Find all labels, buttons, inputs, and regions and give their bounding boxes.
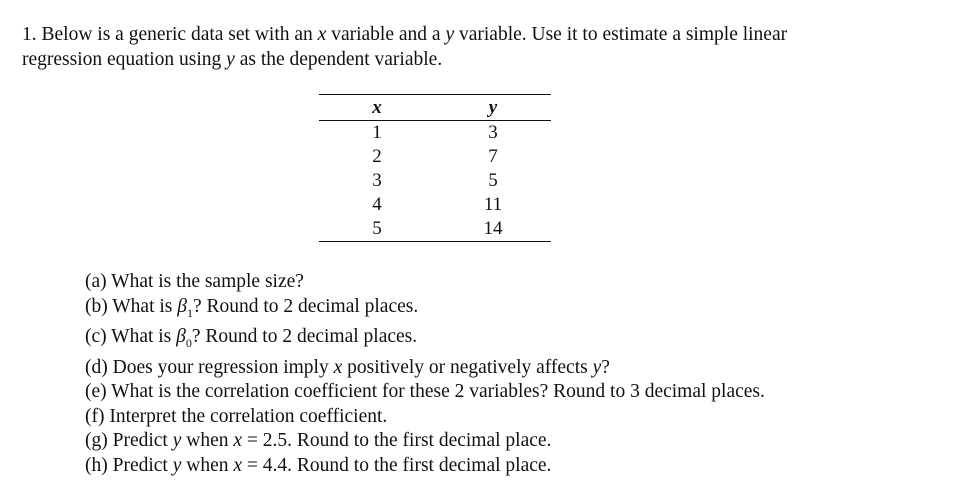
question-g: [85, 429, 945, 454]
text-segment: ? Round to 2 decimal places.: [192, 295, 419, 317]
data-table: [319, 94, 551, 242]
text-segment: variable and a: [326, 24, 446, 45]
variable-x: x: [317, 24, 327, 45]
subscript: 1: [186, 305, 193, 320]
text-segment: 1. Below is a generic data set with an: [22, 24, 318, 45]
question-d: [85, 356, 945, 381]
table-row: [319, 145, 551, 169]
cell-y: 5: [488, 170, 498, 191]
table-row: [319, 217, 551, 242]
problem-statement-line-1: [22, 22, 922, 47]
question-f: (f) Interpret the correlation coefficient.: [85, 405, 388, 427]
variable-x: x: [233, 430, 243, 452]
question-h: [85, 454, 945, 479]
symbol: β: [176, 326, 186, 348]
variable-y: y: [226, 49, 235, 70]
table-row: [319, 121, 551, 146]
column-header-x: x: [372, 97, 382, 118]
cell-y: 14: [483, 218, 503, 239]
text-segment: as the dependent variable.: [234, 49, 443, 70]
text-segment: when: [181, 430, 234, 452]
cell-y: 11: [483, 194, 503, 215]
question-b: [85, 295, 945, 325]
text-segment: (b) What is: [85, 295, 178, 317]
question-c: [85, 325, 945, 355]
text-segment: (g) Predict: [85, 430, 173, 452]
table-row: [319, 169, 551, 193]
column-header-y: y: [488, 97, 498, 118]
text-segment: (h) Predict: [85, 454, 173, 476]
text-segment: ? Round to 2 decimal places.: [191, 326, 418, 348]
text-segment: (c) What is: [85, 326, 177, 348]
problem-statement: [22, 22, 922, 72]
text-segment: ?: [601, 356, 610, 378]
table-row: [319, 193, 551, 217]
variable-x: x: [233, 454, 243, 476]
cell-x: 4: [372, 194, 382, 215]
text-segment: regression equation using: [22, 49, 227, 70]
symbol: β: [177, 295, 187, 317]
cell-x: 2: [372, 146, 382, 167]
problem-statement-line-2: [22, 47, 922, 72]
text-segment: = 2.5. Round to the first decimal place.: [242, 430, 552, 452]
variable-x: x: [333, 356, 343, 378]
cell-x: 1: [372, 122, 382, 143]
subscript: 0: [185, 335, 192, 350]
question-list: [85, 270, 945, 479]
variable-y: y: [172, 454, 182, 476]
cell-y: 3: [488, 122, 498, 143]
question-a: (a) What is the sample size?: [85, 271, 304, 292]
beta-0-symbol: [176, 326, 192, 350]
table-header-row: [319, 95, 551, 121]
cell-x: 5: [372, 218, 382, 239]
question-e: (e) What is the correlation coefficient for these 2 variables? Round to 3 decimal places.: [85, 381, 765, 403]
beta-1-symbol: [177, 295, 193, 320]
text-segment: (d) Does your regression imply: [85, 356, 334, 378]
text-segment: positively or negatively affects: [342, 356, 593, 378]
text-segment: variable. Use it to estimate a simple linear: [454, 24, 788, 45]
text-segment: = 4.4. Round to the first decimal place.: [242, 454, 552, 476]
variable-y: y: [172, 430, 182, 452]
variable-y: y: [445, 24, 455, 45]
cell-x: 3: [372, 170, 382, 191]
text-segment: when: [181, 454, 234, 476]
variable-y: y: [592, 356, 602, 378]
cell-y: 7: [488, 146, 498, 167]
